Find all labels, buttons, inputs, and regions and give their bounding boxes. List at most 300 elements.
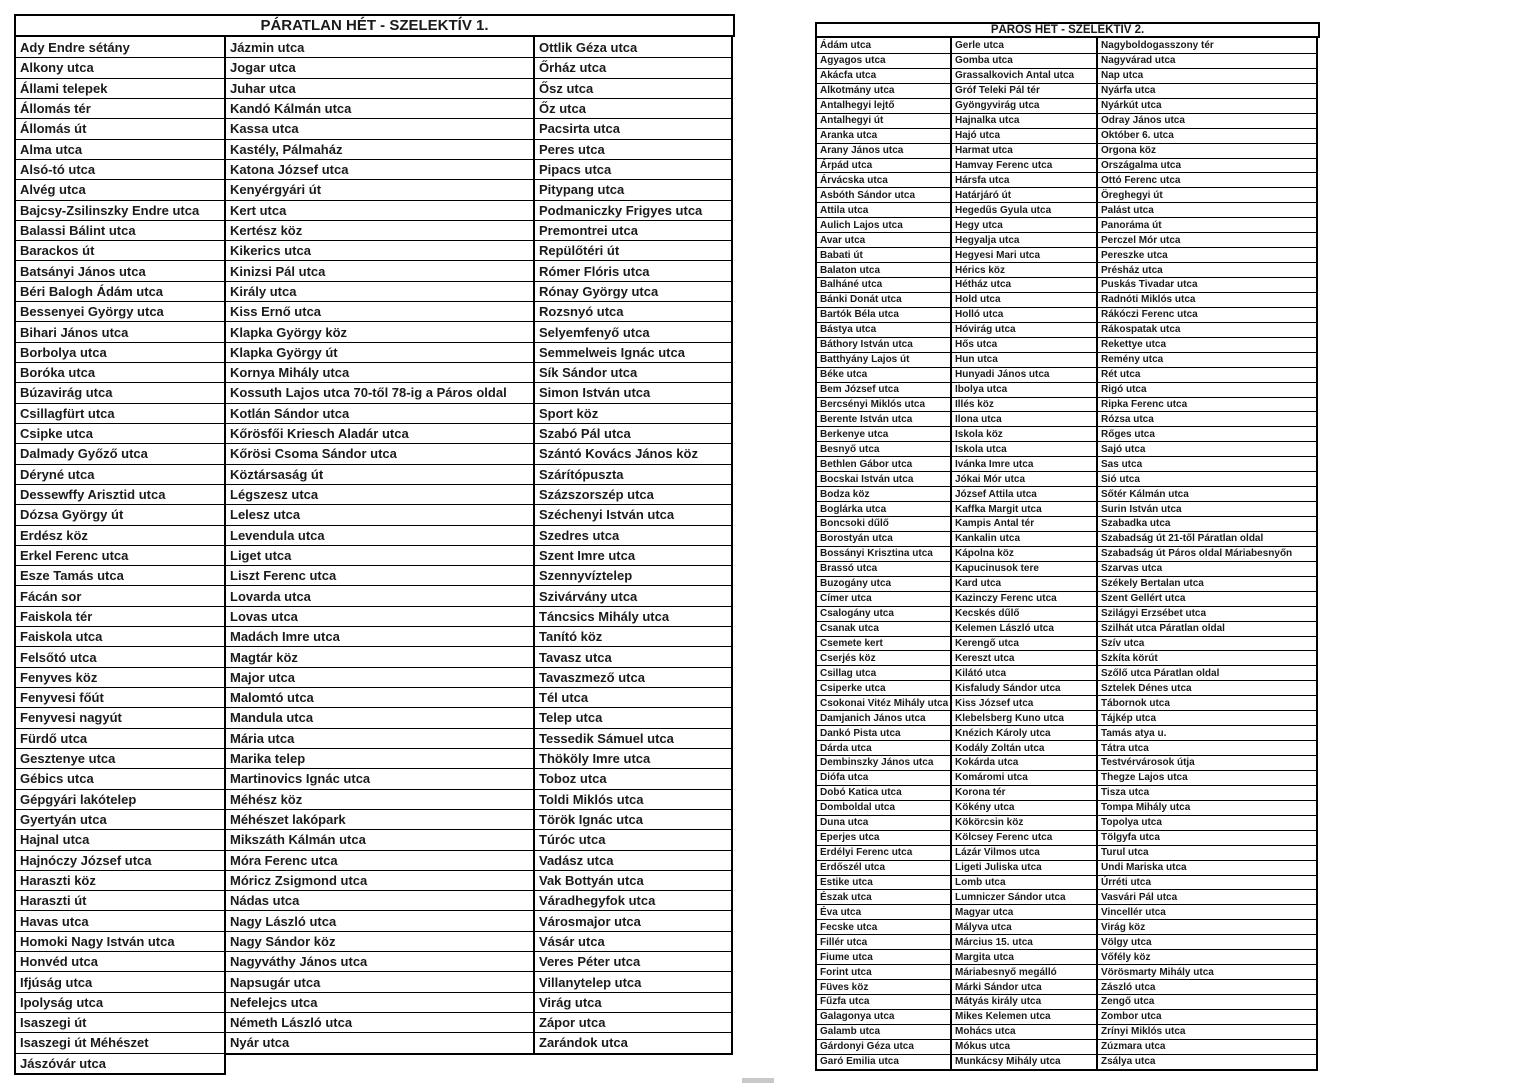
odd-week-table-body [14, 35, 735, 1075]
street-name-cell: Alsó-tó utca [16, 159, 224, 179]
street-name-cell: Alma utca [16, 139, 224, 159]
street-name-cell: Szent Gellért utca [1098, 591, 1316, 606]
street-name-cell: Kampis Antal tér [952, 516, 1096, 531]
street-name-cell: Isaszegi út Méhészet [16, 1032, 224, 1052]
odd-week-selective-table [14, 14, 735, 1075]
street-name-cell: Pacsirta utca [535, 118, 731, 138]
street-name-cell: Kazinczy Ferenc utca [952, 591, 1096, 606]
street-name-cell: Rőges utca [1098, 426, 1316, 441]
street-name-cell: Surin István utca [1098, 501, 1316, 516]
street-name-cell: Erkel Ferenc utca [16, 545, 224, 565]
street-name-cell: Katona József utca [226, 159, 533, 179]
street-name-cell: Zsálya utca [1098, 1054, 1316, 1069]
street-name-cell: Csanak utca [817, 621, 950, 636]
street-name-cell: Hegyesi Mari utca [952, 247, 1096, 262]
street-name-cell: Szabó Pál utca [535, 423, 731, 443]
street-name-cell: Balháné utca [817, 277, 950, 292]
street-name-cell: Garó Emilia utca [817, 1054, 950, 1069]
odd-week-table-title: PÁRATLAN HÉT - SZELEKTÍV 1. [14, 14, 735, 37]
street-name-cell: Juhar utca [226, 78, 533, 98]
street-name-cell: Tanító köz [535, 626, 731, 646]
street-name-cell: Hős utca [952, 337, 1096, 352]
street-name-cell: Kankalin utca [952, 531, 1096, 546]
street-name-cell: Boncsoki dűlő [817, 516, 950, 531]
street-name-cell: Címer utca [817, 591, 950, 606]
street-name-cell: Török Ignác utca [535, 809, 731, 829]
street-name-cell: Nefelejcs utca [226, 992, 533, 1012]
street-name-cell: Attila utca [817, 202, 950, 217]
street-name-cell: Kecskés dűlő [952, 606, 1096, 621]
street-name-cell: Tölgyfa utca [1098, 830, 1316, 845]
street-name-cell: Kert utca [226, 200, 533, 220]
street-name-cell: Lumniczer Sándor utca [952, 889, 1096, 904]
street-name-cell: Illés köz [952, 397, 1096, 412]
street-name-cell: Tessedik Sámuel utca [535, 728, 731, 748]
street-name-cell: Munkácsy Mihály utca [952, 1054, 1096, 1069]
street-name-cell: Berente István utca [817, 411, 950, 426]
street-name-cell: Fillér utca [817, 934, 950, 949]
street-name-cell: Kökény utca [952, 800, 1096, 815]
street-name-cell: Komáromi utca [952, 770, 1096, 785]
street-name-cell: Buzogány utca [817, 576, 950, 591]
street-name-cell: Széchenyi István utca [535, 504, 731, 524]
street-name-cell: Rózsa utca [1098, 411, 1316, 426]
street-name-cell: Eperjes utca [817, 830, 950, 845]
street-name-cell: Dankó Pista utca [817, 725, 950, 740]
odd-week-column-3 [533, 35, 733, 1055]
street-name-cell: Vasvári Pál utca [1098, 889, 1316, 904]
street-name-cell: Kenyérgyári út [226, 179, 533, 199]
street-name-cell: Lomb utca [952, 875, 1096, 890]
street-name-cell: Liszt Ferenc utca [226, 565, 533, 585]
street-name-cell: Gesztenye utca [16, 748, 224, 768]
street-name-cell: Fecske utca [817, 919, 950, 934]
street-name-cell: Martinovics Ignác utca [226, 768, 533, 788]
street-name-cell: Rét utca [1098, 367, 1316, 382]
street-name-cell: Perczel Mór utca [1098, 232, 1316, 247]
street-name-cell: Kereszt utca [952, 650, 1096, 665]
street-name-cell: Állomás út [16, 118, 224, 138]
street-name-cell: Mohács utca [952, 1024, 1096, 1039]
street-name-cell: Batthyány Lajos út [817, 352, 950, 367]
street-name-cell: Topolya utca [1098, 815, 1316, 830]
street-name-cell: Rómer Flóris utca [535, 260, 731, 280]
street-name-cell: Agyagos utca [817, 53, 950, 68]
street-name-cell: Boglárka utca [817, 501, 950, 516]
street-name-cell: Zombor utca [1098, 1009, 1316, 1024]
street-name-cell: Major utca [226, 667, 533, 687]
street-name-cell: Korona tér [952, 785, 1096, 800]
street-name-cell: Erdőszél utca [817, 860, 950, 875]
street-name-cell: Sas utca [1098, 456, 1316, 471]
street-name-cell: Hajnóczy József utca [16, 850, 224, 870]
street-name-cell: Rákospatak utca [1098, 322, 1316, 337]
street-name-cell: Tátra utca [1098, 740, 1316, 755]
street-name-cell: Béke utca [817, 367, 950, 382]
street-name-cell: Méhész köz [226, 789, 533, 809]
street-name-cell: Zúzmara utca [1098, 1039, 1316, 1054]
street-name-cell: Zrínyi Miklós utca [1098, 1024, 1316, 1039]
street-name-cell: Nagyvárad utca [1098, 53, 1316, 68]
street-name-cell: Ősz utca [535, 78, 731, 98]
street-name-cell: Kaffka Margit utca [952, 501, 1096, 516]
street-name-cell: Avar utca [817, 232, 950, 247]
street-name-cell: Csipke utca [16, 423, 224, 443]
street-name-cell: Felsőtó utca [16, 646, 224, 666]
street-name-cell: Dessewffy Arisztid utca [16, 484, 224, 504]
street-name-cell: Sztelek Dénes utca [1098, 680, 1316, 695]
street-name-cell: Vak Bottyán utca [535, 870, 731, 890]
page-edge-artifact [742, 1078, 774, 1083]
street-name-cell: Hegy utca [952, 217, 1096, 232]
street-name-cell: Hunyadi János utca [952, 367, 1096, 382]
street-name-cell: Vincellér utca [1098, 904, 1316, 919]
street-name-cell: Sajó utca [1098, 441, 1316, 456]
street-name-cell: Mikszáth Kálmán utca [226, 829, 533, 849]
street-name-cell: Babati út [817, 247, 950, 262]
street-name-cell: Kőrösi Csoma Sándor utca [226, 443, 533, 463]
street-name-cell: Mályva utca [952, 919, 1096, 934]
street-name-cell: Csalogány utca [817, 606, 950, 621]
street-name-cell: Tél utca [535, 687, 731, 707]
street-name-cell: Sőtér Kálmán utca [1098, 486, 1316, 501]
street-name-cell: Borbolya utca [16, 342, 224, 362]
street-name-cell: Szőlő utca Páratlan oldal [1098, 665, 1316, 680]
street-name-cell: Levendula utca [226, 525, 533, 545]
street-name-cell: Kökörcsin köz [952, 815, 1096, 830]
street-name-cell: Bercsényi Miklós utca [817, 397, 950, 412]
street-name-cell: Cserjés köz [817, 650, 950, 665]
street-name-cell: Nagyváthy János utca [226, 951, 533, 971]
street-name-cell: Kikerics utca [226, 240, 533, 260]
street-name-cell: Tavaszmező utca [535, 667, 731, 687]
street-name-cell: Puskás Tivadar utca [1098, 277, 1316, 292]
street-name-cell: Hegedűs Gyula utca [952, 202, 1096, 217]
street-name-cell: Hétház utca [952, 277, 1096, 292]
street-name-cell: Madách Imre utca [226, 626, 533, 646]
street-name-cell: Aranka utca [817, 128, 950, 143]
street-name-cell: Selyemfenyő utca [535, 321, 731, 341]
street-name-cell: Őz utca [535, 98, 731, 118]
street-name-cell: Radnóti Miklós utca [1098, 292, 1316, 307]
street-name-cell: Liget utca [226, 545, 533, 565]
street-name-cell: Gyertyán utca [16, 809, 224, 829]
street-name-cell: Nyárfa utca [1098, 83, 1316, 98]
street-name-cell: Jászóvár utca [16, 1053, 224, 1073]
street-name-cell: Marika telep [226, 748, 533, 768]
street-name-cell: Kölcsey Ferenc utca [952, 830, 1096, 845]
street-name-cell: Zengő utca [1098, 994, 1316, 1009]
street-name-cell: Diófa utca [817, 770, 950, 785]
street-name-cell: Jázmin utca [230, 39, 305, 55]
street-name-cell: Fácán sor [16, 585, 224, 605]
street-name-cell: Barackos út [16, 240, 224, 260]
even-week-column-2 [950, 36, 1098, 1071]
street-name-cell: Ady Endre sétány [20, 39, 130, 55]
street-name-cell: Kotlán Sándor utca [226, 403, 533, 423]
street-name-cell: Mária utca [226, 728, 533, 748]
street-name-cell: Undi Mariska utca [1098, 860, 1316, 875]
street-name-cell: Rónay György utca [535, 281, 731, 301]
street-name-cell: Szarvas utca [1098, 561, 1316, 576]
street-name-cell: Bocskai István utca [817, 471, 950, 486]
street-name-cell: Bethlen Gábor utca [817, 456, 950, 471]
street-name-cell: Toldi Miklós utca [535, 789, 731, 809]
street-name-cell: Alkotmány utca [817, 83, 950, 98]
street-name-cell: Asbóth Sándor utca [817, 187, 950, 202]
street-name-cell: Móra Ferenc utca [226, 850, 533, 870]
street-name-cell: Hársfa utca [952, 172, 1096, 187]
street-name-cell: Repülőtéri út [535, 240, 731, 260]
odd-week-column-2 [224, 35, 535, 1055]
street-name-cell: Hajó utca [952, 128, 1096, 143]
street-name-cell: Hamvay Ferenc utca [952, 158, 1096, 173]
street-name-cell: Isaszegi út [16, 1012, 224, 1032]
street-name-cell: Borostyán utca [817, 531, 950, 546]
street-name-cell: Arany János utca [817, 143, 950, 158]
street-name-cell: Bessenyei György utca [16, 301, 224, 321]
street-name-cell: Nap utca [1098, 68, 1316, 83]
street-name-cell: Kiss Ernő utca [226, 301, 533, 321]
street-name-cell: Szív utca [1098, 636, 1316, 651]
street-name-cell: Tábornok utca [1098, 695, 1316, 710]
street-name-cell: Mókus utca [952, 1039, 1096, 1054]
street-name-cell: Csillagfürt utca [16, 403, 224, 423]
street-name-cell: Kokárda utca [952, 755, 1096, 770]
street-name-cell: Homoki Nagy István utca [16, 931, 224, 951]
street-name-cell: Öreghegyi út [1098, 187, 1316, 202]
street-name-cell: Sió utca [1098, 471, 1316, 486]
street-name-cell: Kandó Kálmán utca [226, 98, 533, 118]
street-name-cell: Forint utca [817, 964, 950, 979]
street-name-cell: Nagy Sándor köz [226, 931, 533, 951]
street-name-cell: Sport köz [535, 403, 731, 423]
street-name-cell: Tompa Mihály utca [1098, 800, 1316, 815]
street-name-cell: Haraszti köz [16, 870, 224, 890]
street-name-cell: Városmajor utca [535, 910, 731, 930]
street-name-cell: Kertész köz [226, 220, 533, 240]
street-name-cell: Klebelsberg Kuno utca [952, 710, 1096, 725]
street-name-cell: Honvéd utca [16, 951, 224, 971]
street-name-cell: Túróc utca [535, 829, 731, 849]
street-name-cell: Kossuth Lajos utca 70-től 78-ig a Páros oldal [226, 382, 533, 402]
street-name-cell: Gróf Teleki Pál tér [952, 83, 1096, 98]
street-name-cell: Kodály Zoltán utca [952, 740, 1096, 755]
street-name-cell: Gyöngyvirág utca [952, 98, 1096, 113]
street-name-cell: Szilhát utca Páratlan oldal [1098, 621, 1316, 636]
street-name-cell: Kinizsi Pál utca [226, 260, 533, 280]
street-name-cell: Akácfa utca [817, 68, 950, 83]
street-name-cell: Rekettye utca [1098, 337, 1316, 352]
street-name-cell: Tavasz utca [535, 646, 731, 666]
street-name-cell: Rozsnyó utca [535, 301, 731, 321]
street-name-cell: Brassó utca [817, 561, 950, 576]
street-name-cell: Premontrei utca [535, 220, 731, 240]
street-name-cell: Kelemen László utca [952, 621, 1096, 636]
street-name-cell: Szántó Kovács János köz [535, 443, 731, 463]
street-name-cell: Fenyves köz [16, 667, 224, 687]
street-name-cell: Knézich Károly utca [952, 725, 1096, 740]
street-name-cell: Aulich Lajos utca [817, 217, 950, 232]
street-name-cell: Állomás tér [16, 98, 224, 118]
street-name-cell: Mátyás király utca [952, 994, 1096, 1009]
street-name-cell: Panoráma út [1098, 217, 1316, 232]
street-name-cell: Podmaniczky Frigyes utca [535, 200, 731, 220]
street-name-cell: Villanytelep utca [535, 971, 731, 991]
street-name-cell: Nyár utca [226, 1032, 533, 1052]
street-name-cell: Iskola utca [952, 441, 1096, 456]
street-name-cell: Veres Péter utca [535, 951, 731, 971]
street-name-cell: Napsugár utca [226, 971, 533, 991]
street-name-cell: Gomba utca [952, 53, 1096, 68]
street-name-cell: Ipolyság utca [16, 992, 224, 1012]
odd-week-column-1 [14, 35, 226, 1075]
street-name-cell: Jókai Mór utca [952, 471, 1096, 486]
street-name-cell: Besnyő utca [817, 441, 950, 456]
street-name-cell: Gépgyári lakótelep [16, 789, 224, 809]
street-name-cell: Telep utca [535, 707, 731, 727]
street-name-cell: Galagonya utca [817, 1009, 950, 1024]
street-name-cell: Kilátó utca [952, 665, 1096, 680]
street-name-cell: Kornya Mihály utca [226, 362, 533, 382]
street-name-cell: Ottlik Géza utca [539, 39, 638, 55]
street-name-cell: Lázár Vilmos utca [952, 845, 1096, 860]
street-name-cell: Virág utca [535, 992, 731, 1012]
street-name-cell: Lelesz utca [226, 504, 533, 524]
street-name-cell: Dalmady Győző utca [16, 443, 224, 463]
street-name-cell: Hun utca [952, 352, 1096, 367]
street-name-cell: Kard utca [952, 576, 1096, 591]
street-name-cell: Boróka utca [16, 362, 224, 382]
street-name-cell: Hegyalja utca [952, 232, 1096, 247]
street-name-cell: Nádas utca [226, 890, 533, 910]
street-name-cell: Semmelweis Ignác utca [535, 342, 731, 362]
street-name-cell: Báthory István utca [817, 337, 950, 352]
street-name-cell: Úrréti utca [1098, 875, 1316, 890]
street-name-cell: Fenyvesi nagyút [16, 707, 224, 727]
street-name-cell: Tisza utca [1098, 785, 1316, 800]
street-name-cell: Kőrösfői Kriesch Aladár utca [226, 423, 533, 443]
street-name-cell: Lovas utca [226, 606, 533, 626]
street-name-cell: Tamás atya u. [1098, 725, 1316, 740]
street-name-cell: Remény utca [1098, 352, 1316, 367]
street-name-cell: Sík Sándor utca [535, 362, 731, 382]
street-name-cell: Havas utca [16, 910, 224, 930]
street-name-cell: Hérics köz [952, 262, 1096, 277]
street-name-cell: Rákóczi Ferenc utca [1098, 307, 1316, 322]
street-name-cell: Ivánka Imre utca [952, 456, 1096, 471]
street-name-cell: Hajnalka utca [952, 113, 1096, 128]
street-name-cell: Füves köz [817, 979, 950, 994]
street-name-cell: Erdélyi Ferenc utca [817, 845, 950, 860]
street-name-cell: Ottó Ferenc utca [1098, 172, 1316, 187]
street-name-cell: Észak utca [817, 889, 950, 904]
street-name-cell: Szkíta körút [1098, 650, 1316, 665]
street-name-cell: Ibolya utca [952, 382, 1096, 397]
street-name-cell: Toboz utca [535, 768, 731, 788]
street-name-cell: Tájkép utca [1098, 710, 1316, 725]
street-name-cell: Nagyboldogasszony tér [1101, 39, 1214, 51]
street-name-cell: Virág köz [1098, 919, 1316, 934]
street-name-cell: Dárda utca [817, 740, 950, 755]
street-name-cell: Lovarda utca [226, 585, 533, 605]
street-name-cell: Kerengő utca [952, 636, 1096, 651]
street-name-cell: Márki Sándor utca [952, 979, 1096, 994]
street-name-cell: Csemete kert [817, 636, 950, 651]
street-name-cell: Mandula utca [226, 707, 533, 727]
street-name-cell: Völgy utca [1098, 934, 1316, 949]
street-name-cell: Zászló utca [1098, 979, 1316, 994]
street-name-cell: Bartók Béla utca [817, 307, 950, 322]
street-name-cell: Csillag utca [817, 665, 950, 680]
street-name-cell: Jogar utca [226, 57, 533, 77]
street-name-cell: Határjáró út [952, 187, 1096, 202]
street-name-cell: Haraszti út [16, 890, 224, 910]
street-name-cell: Dembinszky János utca [817, 755, 950, 770]
street-name-cell: Faiskola utca [16, 626, 224, 646]
street-name-cell: Pitypang utca [535, 179, 731, 199]
street-name-cell: Klapka György köz [226, 321, 533, 341]
even-week-column-3 [1096, 36, 1318, 1071]
street-name-cell: Gerle utca [955, 39, 1004, 51]
street-name-cell: Szabadka utca [1098, 516, 1316, 531]
street-name-cell: Ifjúság utca [16, 971, 224, 991]
street-name-cell: Légszesz utca [226, 484, 533, 504]
street-name-cell: Kapucinusok tere [952, 561, 1096, 576]
street-name-cell: Galamb utca [817, 1024, 950, 1039]
street-name-cell: Kiss József utca [952, 695, 1096, 710]
street-name-cell: Hold utca [952, 292, 1096, 307]
street-name-cell: Pereszke utca [1098, 247, 1316, 262]
street-name-cell: Antalhegyi lejtő [817, 98, 950, 113]
street-name-cell: Szilágyi Erzsébet utca [1098, 606, 1316, 621]
street-name-cell: Máriabesnyő megálló [952, 964, 1096, 979]
street-name-cell: Alvég utca [16, 179, 224, 199]
even-week-table-title: PÁROS HÉT - SZELEKTÍV 2. [815, 22, 1320, 38]
street-name-cell: Duna utca [817, 815, 950, 830]
street-name-cell: Odray János utca [1098, 113, 1316, 128]
street-name-cell: Dózsa György út [16, 504, 224, 524]
street-name-cell: Szabadság út 21-től Páratlan oldal [1098, 531, 1316, 546]
street-name-cell: Móricz Zsigmond utca [226, 870, 533, 890]
street-name-cell: Váradhegyfok utca [535, 890, 731, 910]
street-name-cell: Balassi Bálint utca [16, 220, 224, 240]
street-name-cell: Bihari János utca [16, 321, 224, 341]
street-name-cell: Palást utca [1098, 202, 1316, 217]
street-name-cell: Ádám utca [820, 39, 872, 51]
even-week-column-1 [815, 36, 952, 1071]
street-name-cell: Fiume utca [817, 949, 950, 964]
street-name-cell: Pipacs utca [535, 159, 731, 179]
street-name-cell: Hajnal utca [16, 829, 224, 849]
street-name-cell: Esze Tamás utca [16, 565, 224, 585]
street-name-cell: Fenyvesi főút [16, 687, 224, 707]
street-name-cell: Alkony utca [16, 57, 224, 77]
street-name-cell: Bástya utca [817, 322, 950, 337]
street-name-cell: Kisfaludy Sándor utca [952, 680, 1096, 695]
street-name-cell: Déryné utca [16, 464, 224, 484]
street-name-cell: Gárdonyi Géza utca [817, 1039, 950, 1054]
street-name-cell: Vásár utca [535, 931, 731, 951]
street-name-cell: Állami telepek [16, 78, 224, 98]
street-name-cell: Zarándok utca [535, 1032, 731, 1052]
street-name-cell: Holló utca [952, 307, 1096, 322]
street-name-cell: Gébics utca [16, 768, 224, 788]
street-name-cell: Peres utca [535, 139, 731, 159]
street-name-cell: Ligeti Juliska utca [952, 860, 1096, 875]
street-name-cell: Búzavirág utca [16, 382, 224, 402]
street-name-cell: Bánki Donát utca [817, 292, 950, 307]
